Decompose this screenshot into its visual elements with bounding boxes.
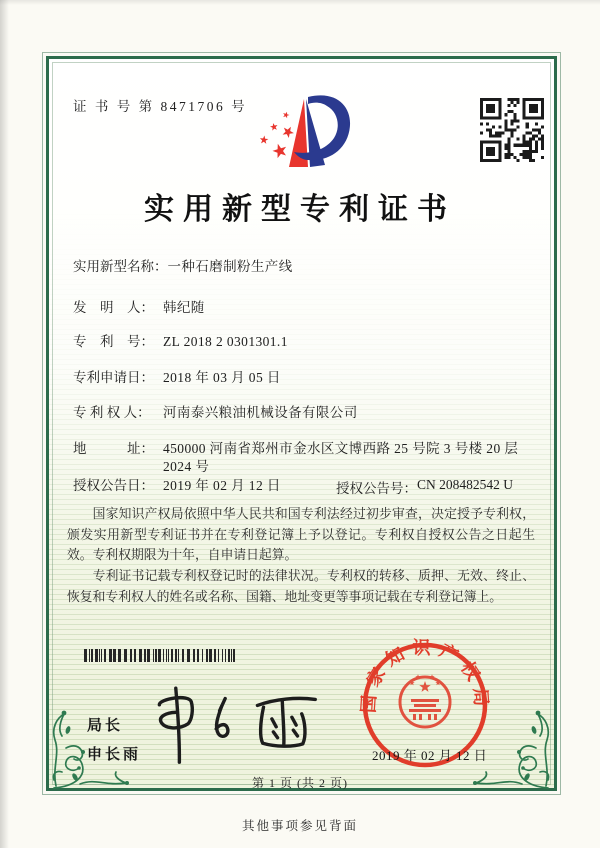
back-side-note: 其他事项参见背面 bbox=[241, 819, 358, 833]
field-label: 专 利 号： bbox=[73, 334, 154, 349]
field-value: CN 208482542 U bbox=[417, 477, 514, 492]
certificate-number: 证 书 号 第 8471706 号 bbox=[73, 99, 248, 114]
national-emblem-icon bbox=[400, 674, 450, 727]
signature-handwriting bbox=[144, 673, 337, 772]
field-filing-date bbox=[73, 369, 281, 387]
field-grant-number bbox=[336, 477, 513, 497]
field-value: ZL 2018 2 0301301.1 bbox=[163, 334, 288, 349]
field-value: 450000 河南省郑州市金水区文博西路 25 号院 3 号楼 20 层 2024 号 bbox=[163, 441, 519, 475]
field-address bbox=[73, 440, 529, 476]
field-inventor bbox=[73, 299, 205, 317]
field-value: 河南泰兴粮油机械设备有限公司 bbox=[163, 405, 358, 420]
field-label: 授权公告号： bbox=[336, 481, 417, 496]
signer-title: 局长 bbox=[87, 718, 124, 734]
seal-ring-text: 国家知识产权局 bbox=[358, 638, 492, 714]
legal-paragraph-2: 专利证书记载专利权登记时的法律状况。专利权的转移、质押、无效、终止、恢复和专利权人的姓名或名称、国籍、地址变更等事项记载在专利登记簿上。 bbox=[67, 569, 535, 604]
qr-code bbox=[480, 98, 544, 162]
corner-flourish-left-icon bbox=[42, 692, 138, 792]
legal-paragraph-1: 国家知识产权局依照中华人民共和国专利法经过初步审查，决定授予专利权，颁发实用新型专利证书并在专利登记簿上予以登记。专利权自授权公告之日起生效。专利权期限为十年，自申请日起算。 bbox=[67, 507, 535, 563]
seal-date: 2019 年 02 月 12 日 bbox=[372, 748, 488, 763]
barcode bbox=[84, 649, 236, 662]
page-number: 第 1 页 (共 2 页) bbox=[252, 776, 348, 790]
cnipa-logo-icon bbox=[247, 83, 355, 187]
field-patentee bbox=[73, 404, 358, 422]
field-utility-model-name bbox=[73, 258, 293, 276]
field-label: 专利申请日： bbox=[73, 370, 154, 385]
field-label: 专 利 权 人： bbox=[73, 405, 151, 420]
field-value: 2018 年 03 月 05 日 bbox=[163, 370, 281, 385]
legal-text bbox=[67, 504, 535, 608]
scan-shadow-top bbox=[0, 0, 600, 5]
field-patent-number bbox=[73, 333, 288, 351]
corner-flourish-right-icon bbox=[464, 692, 560, 792]
field-value: 韩纪随 bbox=[163, 300, 205, 315]
field-label: 实用新型名称： bbox=[73, 259, 168, 274]
field-grant-date bbox=[73, 477, 281, 495]
field-value: 一种石磨制粉生产线 bbox=[167, 259, 293, 274]
field-label: 发 明 人： bbox=[73, 300, 154, 315]
signer-name: 申长雨 bbox=[87, 747, 142, 763]
certificate-title: 实用新型专利证书 bbox=[144, 193, 456, 226]
scan-shadow-left bbox=[0, 0, 9, 848]
field-label: 地 址： bbox=[73, 441, 154, 456]
field-label: 授权公告日： bbox=[73, 478, 154, 493]
field-value: 2019 年 02 月 12 日 bbox=[163, 478, 281, 493]
